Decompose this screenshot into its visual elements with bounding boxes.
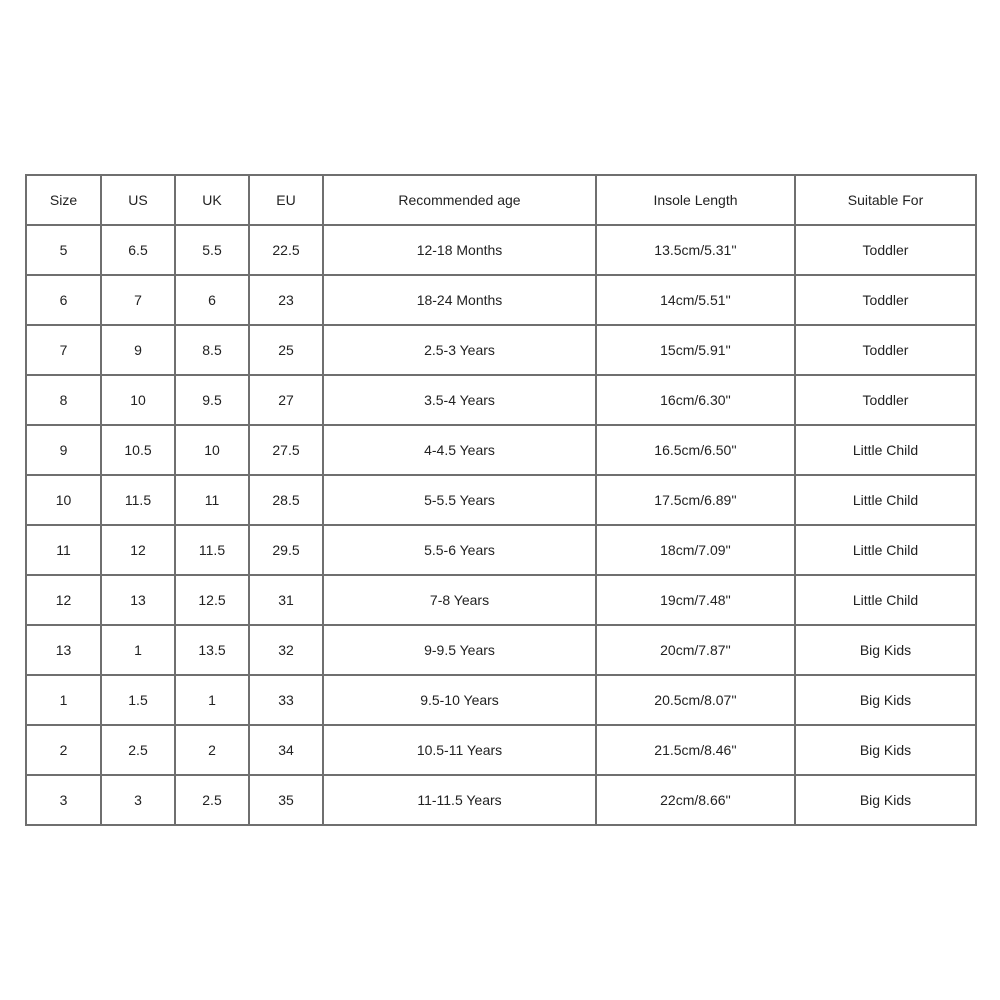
header-insole-length: Insole Length	[596, 175, 795, 225]
size-chart-table	[25, 174, 977, 826]
table-row	[26, 225, 976, 275]
cell-suitable-for: Little Child	[795, 475, 976, 525]
cell-us: 9	[101, 325, 175, 375]
cell-uk: 11.5	[175, 525, 249, 575]
cell-eu: 25	[249, 325, 323, 375]
cell-insole-length: 14cm/5.51''	[596, 275, 795, 325]
cell-uk: 12.5	[175, 575, 249, 625]
cell-eu: 29.5	[249, 525, 323, 575]
cell-size: 1	[26, 675, 101, 725]
cell-uk: 5.5	[175, 225, 249, 275]
header-eu: EU	[249, 175, 323, 225]
cell-size: 9	[26, 425, 101, 475]
table-row	[26, 275, 976, 325]
cell-recommended-age: 2.5-3 Years	[323, 325, 596, 375]
cell-insole-length: 16cm/6.30''	[596, 375, 795, 425]
cell-uk: 1	[175, 675, 249, 725]
cell-uk: 9.5	[175, 375, 249, 425]
cell-suitable-for: Toddler	[795, 375, 976, 425]
cell-recommended-age: 18-24 Months	[323, 275, 596, 325]
table-row	[26, 675, 976, 725]
cell-suitable-for: Little Child	[795, 425, 976, 475]
cell-recommended-age: 9-9.5 Years	[323, 625, 596, 675]
table-row	[26, 575, 976, 625]
cell-insole-length: 17.5cm/6.89''	[596, 475, 795, 525]
cell-eu: 31	[249, 575, 323, 625]
cell-suitable-for: Big Kids	[795, 725, 976, 775]
header-size: Size	[26, 175, 101, 225]
cell-size: 6	[26, 275, 101, 325]
cell-insole-length: 19cm/7.48''	[596, 575, 795, 625]
cell-recommended-age: 7-8 Years	[323, 575, 596, 625]
cell-uk: 2.5	[175, 775, 249, 825]
cell-size: 12	[26, 575, 101, 625]
table-row	[26, 475, 976, 525]
cell-eu: 33	[249, 675, 323, 725]
table-row	[26, 625, 976, 675]
cell-uk: 6	[175, 275, 249, 325]
cell-size: 8	[26, 375, 101, 425]
cell-insole-length: 15cm/5.91''	[596, 325, 795, 375]
cell-uk: 11	[175, 475, 249, 525]
cell-eu: 34	[249, 725, 323, 775]
cell-suitable-for: Toddler	[795, 225, 976, 275]
cell-insole-length: 16.5cm/6.50''	[596, 425, 795, 475]
cell-insole-length: 13.5cm/5.31''	[596, 225, 795, 275]
cell-eu: 23	[249, 275, 323, 325]
cell-us: 11.5	[101, 475, 175, 525]
cell-recommended-age: 5.5-6 Years	[323, 525, 596, 575]
cell-suitable-for: Little Child	[795, 525, 976, 575]
cell-size: 5	[26, 225, 101, 275]
cell-suitable-for: Little Child	[795, 575, 976, 625]
table-row	[26, 425, 976, 475]
cell-eu: 32	[249, 625, 323, 675]
cell-insole-length: 20cm/7.87''	[596, 625, 795, 675]
cell-insole-length: 20.5cm/8.07''	[596, 675, 795, 725]
cell-uk: 10	[175, 425, 249, 475]
cell-us: 12	[101, 525, 175, 575]
cell-us: 7	[101, 275, 175, 325]
cell-suitable-for: Toddler	[795, 325, 976, 375]
cell-recommended-age: 4-4.5 Years	[323, 425, 596, 475]
cell-recommended-age: 10.5-11 Years	[323, 725, 596, 775]
cell-recommended-age: 12-18 Months	[323, 225, 596, 275]
cell-uk: 2	[175, 725, 249, 775]
cell-size: 2	[26, 725, 101, 775]
cell-insole-length: 21.5cm/8.46''	[596, 725, 795, 775]
cell-us: 2.5	[101, 725, 175, 775]
header-recommended-age: Recommended age	[323, 175, 596, 225]
table-row	[26, 325, 976, 375]
cell-recommended-age: 9.5-10 Years	[323, 675, 596, 725]
cell-eu: 27	[249, 375, 323, 425]
cell-suitable-for: Big Kids	[795, 775, 976, 825]
cell-suitable-for: Big Kids	[795, 675, 976, 725]
header-us: US	[101, 175, 175, 225]
cell-us: 1.5	[101, 675, 175, 725]
cell-us: 10	[101, 375, 175, 425]
cell-insole-length: 18cm/7.09''	[596, 525, 795, 575]
cell-uk: 13.5	[175, 625, 249, 675]
cell-suitable-for: Toddler	[795, 275, 976, 325]
cell-recommended-age: 11-11.5 Years	[323, 775, 596, 825]
cell-us: 13	[101, 575, 175, 625]
table-row	[26, 725, 976, 775]
table-header-row	[26, 175, 976, 225]
cell-suitable-for: Big Kids	[795, 625, 976, 675]
table-row	[26, 375, 976, 425]
cell-recommended-age: 3.5-4 Years	[323, 375, 596, 425]
cell-eu: 35	[249, 775, 323, 825]
cell-eu: 28.5	[249, 475, 323, 525]
cell-us: 6.5	[101, 225, 175, 275]
cell-eu: 27.5	[249, 425, 323, 475]
cell-size: 3	[26, 775, 101, 825]
header-suitable-for: Suitable For	[795, 175, 976, 225]
cell-size: 13	[26, 625, 101, 675]
cell-size: 7	[26, 325, 101, 375]
cell-insole-length: 22cm/8.66''	[596, 775, 795, 825]
table-body	[26, 225, 976, 825]
cell-us: 10.5	[101, 425, 175, 475]
header-uk: UK	[175, 175, 249, 225]
cell-eu: 22.5	[249, 225, 323, 275]
table-row	[26, 775, 976, 825]
cell-size: 11	[26, 525, 101, 575]
cell-uk: 8.5	[175, 325, 249, 375]
table-row	[26, 525, 976, 575]
cell-us: 1	[101, 625, 175, 675]
cell-us: 3	[101, 775, 175, 825]
cell-recommended-age: 5-5.5 Years	[323, 475, 596, 525]
cell-size: 10	[26, 475, 101, 525]
